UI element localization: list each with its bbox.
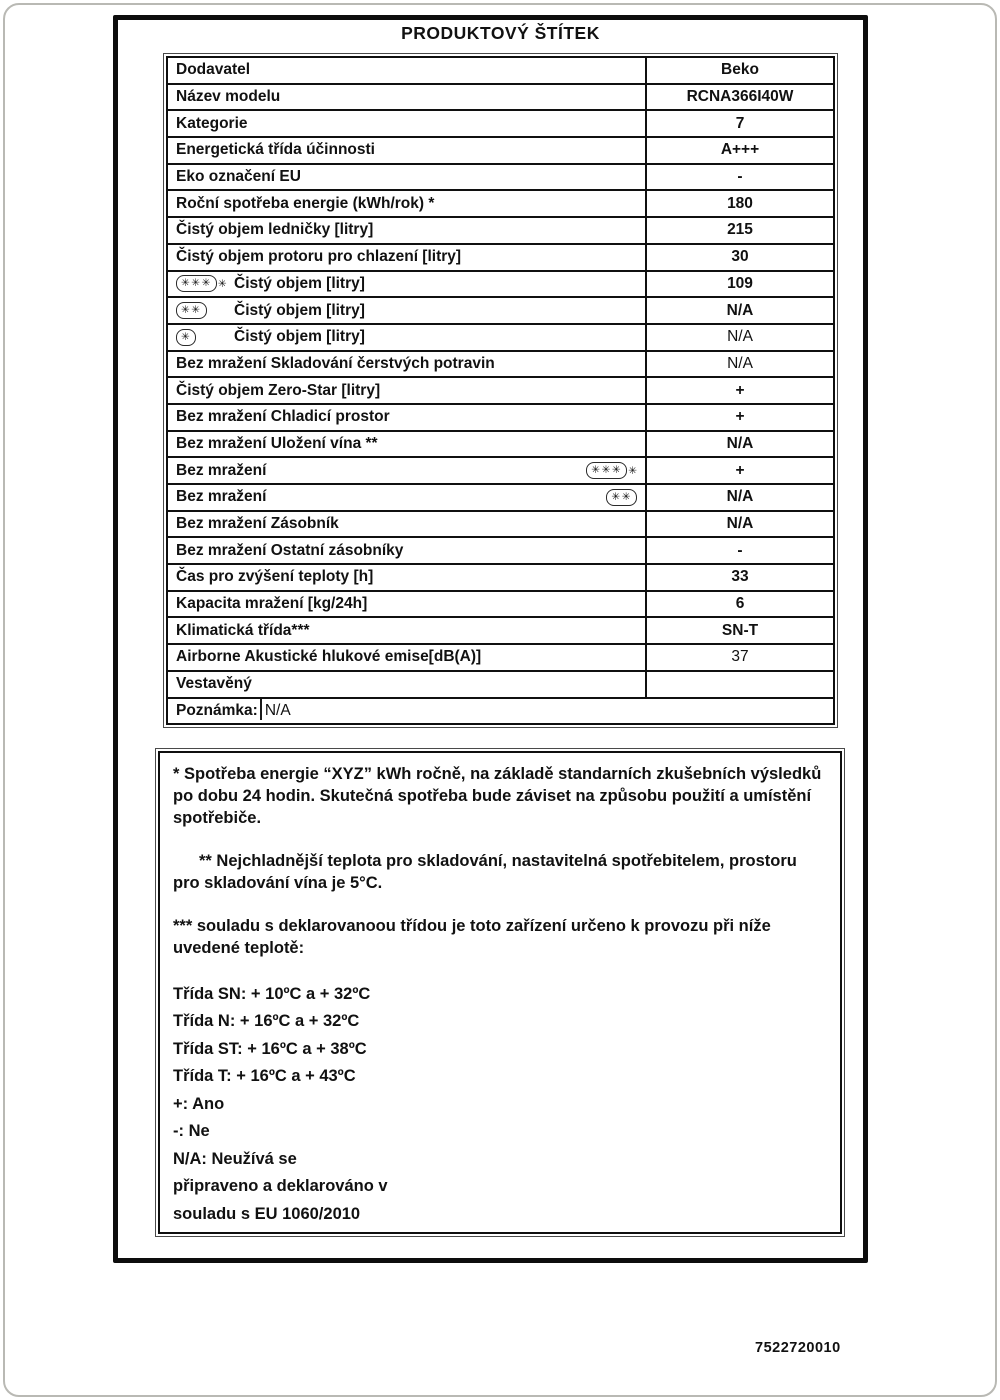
row-label: Kategorie <box>176 114 248 132</box>
row-label <box>168 325 645 350</box>
table-row <box>168 163 833 190</box>
table-row <box>168 323 833 350</box>
row-label: Čistý objem Zero-Star [litry] <box>176 381 381 399</box>
row-value: N/A <box>645 432 833 457</box>
page-title: PRODUKTOVÝ ŠTÍTEK <box>401 23 600 43</box>
table-row-note <box>168 697 833 724</box>
row-label: Klimatická třída*** <box>176 621 310 639</box>
row-label: Kapacita mražení [kg/24h] <box>176 595 368 613</box>
row-label <box>168 272 645 297</box>
row-value: 109 <box>645 272 833 297</box>
row-value: 37 <box>645 645 833 670</box>
footnote-energy: * Spotřeba energie “XYZ” kWh ročně, na základě standarních zkušebních výsledků po dobu 24 hodin. Skutečná spotřeba bude záviset na způsobu použití a umístění spotřebiče. <box>173 765 822 827</box>
table-row <box>168 83 833 110</box>
table-row <box>168 270 833 297</box>
row-value: A+++ <box>645 138 833 163</box>
two-star-boxed-icon: ✳✳ <box>176 302 207 319</box>
row-label-text: Bez mražení <box>176 488 267 506</box>
row-value: 215 <box>645 218 833 243</box>
row-label: Eko označení EU <box>176 168 301 186</box>
row-value <box>645 672 833 697</box>
table-row <box>168 456 833 483</box>
table-row <box>168 643 833 670</box>
climate-class-sn: Třída SN: + 10ºC a + 32ºC <box>173 984 371 1003</box>
row-value: 33 <box>645 565 833 590</box>
table-row <box>168 296 833 323</box>
table-row <box>168 483 833 510</box>
row-label: Vestavěný <box>176 675 252 693</box>
note-cell-divider <box>260 699 262 720</box>
row-value: N/A <box>645 512 833 537</box>
row-value: N/A <box>645 352 833 377</box>
row-value: N/A <box>645 325 833 350</box>
row-value: + <box>645 378 833 403</box>
table-row <box>168 590 833 617</box>
row-label: Airborne Akustické hlukové emise[dB(A)] <box>176 648 482 666</box>
row-label <box>168 485 645 510</box>
row-label: Bez mražení Uložení vína ** <box>176 434 378 452</box>
two-star-boxed-icon: ✳✳ <box>606 489 637 506</box>
footnote-climate-class: *** souladu s deklarovanoou třídou je toto zařízení určeno k provozu při níže uvedené teplotě: <box>173 916 771 957</box>
table-row <box>168 216 833 243</box>
row-value: 30 <box>645 245 833 270</box>
footnote-box <box>155 748 845 1237</box>
row-value: N/A <box>645 485 833 510</box>
row-value: 7 <box>645 111 833 136</box>
note-label: Poznámka: <box>176 701 258 719</box>
declaration-line-1: připraveno a deklarováno v <box>173 1177 388 1196</box>
table-row <box>168 109 833 136</box>
table-row <box>168 510 833 537</box>
declaration-line-2: souladu s EU 1060/2010 <box>173 1204 361 1223</box>
three-star-boxed-icon: ✳✳✳ <box>586 462 627 479</box>
legend-minus: -: Ne <box>173 1122 210 1141</box>
table-row <box>168 563 833 590</box>
footnote-box-inner <box>158 751 842 1234</box>
row-label: Bez mražení Skladování čerstvých potravin <box>176 354 495 372</box>
row-label: Název modelu <box>176 88 281 106</box>
table-row <box>168 430 833 457</box>
row-label <box>168 699 833 724</box>
row-label: Čas pro zvýšení teploty [h] <box>176 568 374 586</box>
extra-star-icon: ✳ <box>217 277 227 290</box>
row-label-text: Čistý objem [litry] <box>234 328 365 346</box>
table-row <box>168 58 833 83</box>
table-row <box>168 243 833 270</box>
row-value: RCNA366I40W <box>645 85 833 110</box>
table-row <box>168 136 833 163</box>
row-value: Beko <box>645 58 833 83</box>
row-label: Bez mražení Zásobník <box>176 515 339 533</box>
legend-plus: +: Ano <box>173 1094 225 1113</box>
extra-star-icon: ✳ <box>628 464 637 477</box>
table-row <box>168 670 833 697</box>
row-value: 6 <box>645 592 833 617</box>
table-row <box>168 536 833 563</box>
climate-class-st: Třída ST: + 16ºC a + 38ºC <box>173 1039 367 1058</box>
row-label <box>168 298 645 323</box>
product-table-inner <box>166 56 835 725</box>
row-value: 180 <box>645 191 833 216</box>
table-row <box>168 403 833 430</box>
row-label <box>168 458 645 483</box>
row-value: + <box>645 405 833 430</box>
footnote-wine-storage: ** Nejchladnější teplota pro skladování, nastavitelná spotřebitelem, prostoru pro skladování vína je 5°C. <box>173 851 797 892</box>
table-row <box>168 189 833 216</box>
legend-na: N/A: Neužívá se <box>173 1149 297 1168</box>
row-value: SN-T <box>645 618 833 643</box>
row-label: Čistý objem ledničky [litry] <box>176 221 374 239</box>
table-row <box>168 376 833 403</box>
three-star-boxed-icon: ✳✳✳ <box>176 275 217 292</box>
row-label: Roční spotřeba energie (kWh/rok) * <box>176 194 435 212</box>
row-value: - <box>645 538 833 563</box>
table-row <box>168 350 833 377</box>
row-value: N/A <box>645 298 833 323</box>
document-code: 7522720010 <box>755 1340 841 1356</box>
climate-class-t: Třída T: + 16ºC a + 43ºC <box>173 1067 356 1086</box>
row-value: - <box>645 165 833 190</box>
table-row <box>168 616 833 643</box>
row-label: Dodavatel <box>176 61 251 79</box>
note-value: N/A <box>264 701 291 719</box>
row-label: Čistý objem protoru pro chlazení [litry] <box>176 248 462 266</box>
row-label-text: Čistý objem [litry] <box>234 274 365 292</box>
row-label-text: Čistý objem [litry] <box>234 301 365 319</box>
row-label: Bez mražení Chladicí prostor <box>176 408 390 426</box>
row-label: Bez mražení Ostatní zásobníky <box>176 541 404 559</box>
row-label-text: Bez mražení <box>176 461 267 479</box>
one-star-boxed-icon: ✳ <box>176 329 196 346</box>
row-value: + <box>645 458 833 483</box>
row-label: Energetická třída účinnosti <box>176 141 375 159</box>
climate-class-n: Třída N: + 16ºC a + 32ºC <box>173 1012 360 1031</box>
product-table <box>163 53 838 728</box>
